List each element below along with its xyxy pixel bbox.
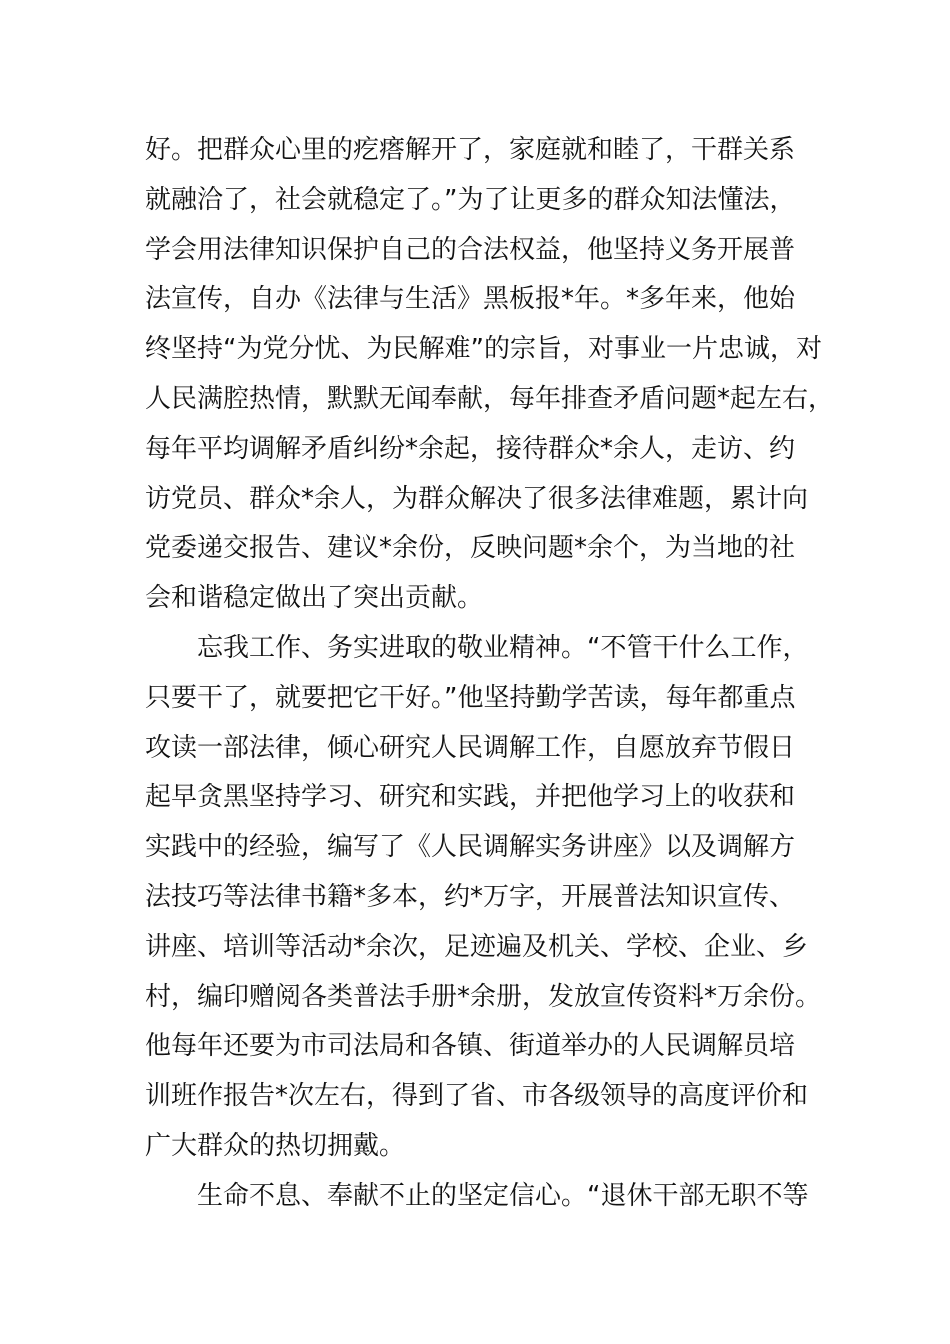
text-line: 只要干了，就要把它干好。”他坚持勤学苦读，每年都重点 [145, 682, 796, 713]
text-line: 学会用法律知识保护自己的合法权益，他坚持义务开展普 [145, 234, 796, 265]
paragraph-start-line: 忘我工作、务实进取的敬业精神。“不管干什么工作， [197, 632, 809, 663]
text-line: 讲座、培训等活动*余次，足迹遍及机关、学校、企业、乡 [145, 931, 809, 962]
text-line: 攻读一部法律，倾心研究人民调解工作，自愿放弃节假日 [145, 732, 796, 763]
text-line: 会和谐稳定做出了突出贡献。 [145, 583, 484, 614]
text-line: 他每年还要为市司法局和各镇、街道举办的人民调解员培 [145, 1031, 796, 1062]
text-line: 访党员、群众*余人，为群众解决了很多法律难题，累计向 [145, 483, 809, 514]
text-line: 广大群众的热切拥戴。 [145, 1130, 406, 1161]
text-line: 村，编印赠阅各类普法手册*余册，发放宣传资料*万余份。 [145, 981, 822, 1012]
text-line: 人民满腔热情，默默无闻奉献，每年排查矛盾问题*起左右， [145, 383, 835, 414]
text-line: 好。把群众心里的疙瘩解开了，家庭就和睦了，干群关系 [145, 135, 796, 165]
paragraph-start-line: 生命不息、奉献不止的坚定信心。“退休干部无职不等 [197, 1180, 809, 1211]
text-line: 党委递交报告、建议*余份，反映问题*余个，为当地的社 [145, 533, 796, 564]
text-line: 法宣传，自办《法律与生活》黑板报*年。*多年来，他始 [145, 284, 796, 315]
text-line: 每年平均调解矛盾纠纷*余起，接待群众*余人，走访、约 [145, 433, 796, 464]
text-line: 法技巧等法律书籍*多本，约*万字，开展普法知识宣传、 [145, 881, 796, 912]
body-text [145, 126, 845, 1222]
text-line: 就融洽了，社会就稳定了。”为了让更多的群众知法懂法， [145, 184, 796, 215]
text-line: 起早贪黑坚持学习、研究和实践，并把他学习上的收获和 [145, 782, 796, 813]
text-line: 终坚持“为党分忧、为民解难”的宗旨，对事业一片忠诚，对 [145, 334, 822, 365]
text-line: 训班作报告*次左右，得到了省、市各级领导的高度评价和 [145, 1081, 809, 1112]
text-line: 实践中的经验，编写了《人民调解实务讲座》以及调解方 [145, 832, 796, 863]
